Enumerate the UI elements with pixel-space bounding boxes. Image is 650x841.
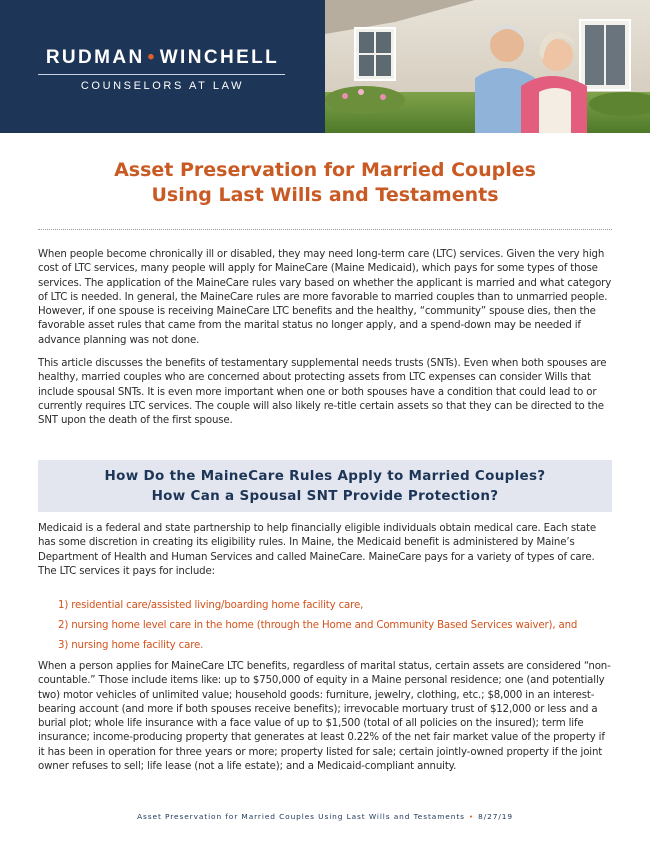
list-item: 3) nursing home facility care. (58, 640, 204, 651)
section-paragraph-1: Medicaid is a federal and state partnership to help financially eligible individuals obtain medical care. Each state has some discretion in creating its eligibility rules. In Maine, the Medicaid benefit is administered by Maine’s Department of Health and Human Services and called MaineCare. MaineCare pays for a variety of types of care. The LTC services it pays for include: (38, 523, 596, 577)
couple-photo (325, 0, 650, 133)
firm-name-left: RUDMAN (45, 47, 145, 68)
title-line-2: Using Last Wills and Testaments (151, 184, 499, 206)
brand-panel (0, 0, 325, 133)
firm-name-dot: • (147, 47, 157, 68)
firm-subtitle: COUNSELORS AT LAW (80, 80, 245, 92)
letterhead (0, 0, 650, 133)
footer-dot: • (468, 812, 475, 821)
section-heading-box (38, 460, 612, 512)
title-line-1: Asset Preservation for Married Couples (114, 159, 536, 181)
page-footer (0, 812, 650, 821)
footer-date: 8/27/19 (478, 812, 513, 821)
section-heading (38, 466, 612, 506)
footer-title: Asset Preservation for Married Couples Using Last Wills and Testaments (137, 812, 465, 821)
intro-paragraph-2: This article discusses the benefits of testamentary supplemental needs trusts (SNTs). Even when both spouses are healthy, married couples who are concerned about protecting assets from LTC expenses can consider Wills that include spousal SNTs. It is even more important when one or both spouses have a condition that could lead to or currently requires LTC services. The couple will also likely re-title certain assets so that they can be directed to the SNT upon the death of the first spouse. (38, 358, 607, 427)
firm-name-right: WINCHELL (159, 47, 280, 68)
section-paragraph-2: When a person applies for MaineCare LTC benefits, regardless of marital status, certain assets are considered “non-countable.” Those include items like: up to $750,000 of equity in a Maine personal residence; one (and potentially two) motor vehicles of unlimited value; household goods: furniture, jewelry, clothing, etc.; $8,000 in an interest-bearing account (and more if both spouses receive benefits); irrevocable mortuary trust of $12,000 or less and a burial plot; whole life insurance with a face value of up to $1,500 (total of all policies on the insured); term life insurance; income-producing property that generates at least 0.22% of the net fair market value of the property if it has been in operation for three years or more; property listed for sale; certain jointly-owned property if the joint owner refuses to sell; life lease (not a life estate); and a Medicaid-compliant annuity. (38, 661, 611, 773)
section-heading-line-2: How Can a Spousal SNT Provide Protection? (151, 488, 499, 504)
ltc-services-list (58, 596, 612, 656)
section-heading-line-1: How Do the MaineCare Rules Apply to Married Couples? (104, 468, 546, 484)
list-item: 1) residential care/assisted living/boarding home facility care, (58, 600, 364, 611)
couple-photo-image (325, 0, 650, 133)
brand-rule (38, 74, 285, 75)
list-item: 2) nursing home level care in the home (through the Home and Community Based Services waiver), and (58, 620, 578, 631)
firm-name (0, 47, 325, 69)
page-title (40, 158, 610, 208)
intro-paragraph-1: When people become chronically ill or disabled, they may need long-term care (LTC) services. Given the very high cost of LTC services, many people will apply for MaineCare (Maine Medicaid), which pays for some types of those services. The application of the MaineCare rules vary based on whether the applicant is married and what category of LTC is needed. In general, the MaineCare rules are more favorable to married couples than to unmarried people. However, if one spouse is receiving MaineCare LTC benefits and the healthy, “community” spouse dies, then the favorable asset rules that came from the marital status no longer apply, and a spend-down may be needed if advance planning was not done. (38, 249, 612, 346)
dotted-divider (38, 229, 612, 230)
